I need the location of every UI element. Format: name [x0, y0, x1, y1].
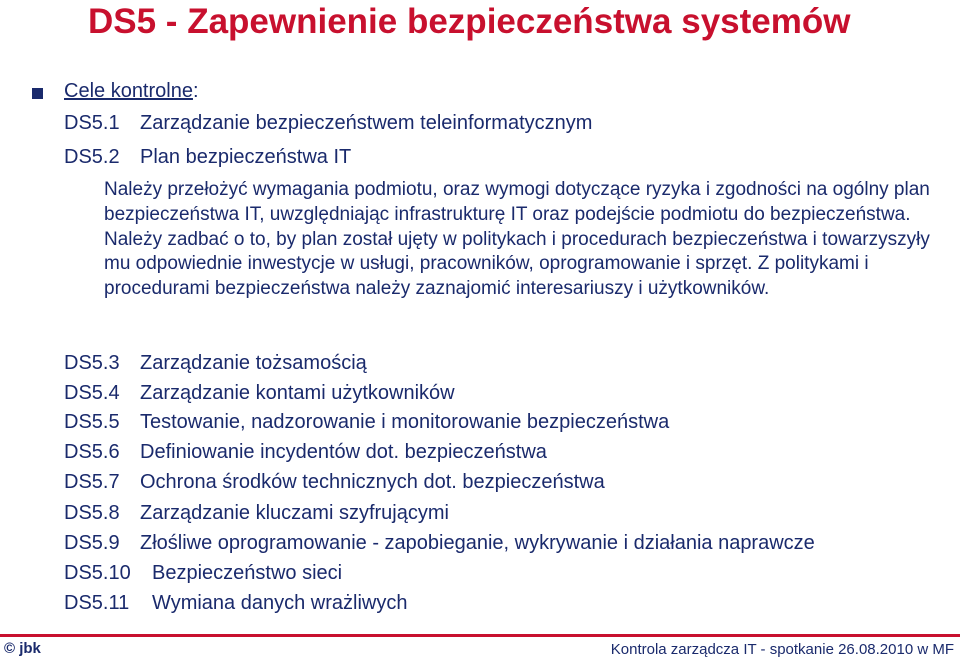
- item-text: Plan bezpieczeństwa IT: [140, 146, 352, 168]
- footer-event: Kontrola zarządcza IT - spotkanie 26.08.2010 w MF: [610, 641, 954, 658]
- square-bullet-icon: [32, 88, 43, 99]
- item-code: DS5.3: [64, 352, 120, 374]
- item-code: DS5.2: [64, 146, 120, 168]
- item-ds5-8: [64, 502, 449, 525]
- item-text: Testowanie, nadzorowanie i monitorowanie bezpieczeństwa: [140, 411, 670, 433]
- item-ds5-7: [64, 471, 605, 494]
- item-ds5-5: [64, 411, 669, 434]
- item-text: Zarządzanie kontami użytkowników: [140, 382, 455, 404]
- item-ds5-10: [64, 562, 342, 585]
- item-code: DS5.5: [64, 411, 120, 433]
- item-ds5-9: [64, 532, 815, 555]
- bullet-suffix: :: [192, 80, 199, 102]
- item-code: DS5.10: [64, 562, 131, 584]
- control-objectives-link[interactable]: Cele kontrolne: [64, 80, 193, 102]
- item-code: DS5.6: [64, 441, 120, 463]
- item-code: DS5.1: [64, 112, 120, 134]
- item-text: Ochrona środków technicznych dot. bezpieczeństwa: [140, 471, 605, 493]
- item-ds5-11: [64, 592, 407, 615]
- bullet-text: [64, 80, 199, 103]
- footer-copyright: © jbk: [4, 640, 41, 657]
- plan-description: Należy przełożyć wymagania podmiotu, oraz wymogi dotyczące ryzyka i zgodności na ogólny plan bezpieczeństwa IT, uwzględniając infrastrukturę IT oraz podejście podmiotu do bezpieczeństwa. Należy zadbać o to, by plan został ujęty w politykach i procedurach bezpieczeństwa i towarzyszyły mu odpowiednie inwestycje w usługi, pracowników, oprogramowanie i sprzęt. Z politykami i procedurami bezpieczeństwa należy zaznajomić interesariuszy i użytkowników.: [104, 179, 930, 300]
- footer-rule: [0, 634, 960, 637]
- item-text: Zarządzanie kluczami szyfrującymi: [140, 502, 449, 524]
- item-text: Wymiana danych wrażliwych: [152, 592, 408, 614]
- item-text: Zarządzanie bezpieczeństwem teleinformatycznym: [140, 112, 593, 134]
- item-text: Bezpieczeństwo sieci: [152, 562, 343, 584]
- item-ds5-6: [64, 441, 547, 464]
- item-code: DS5.8: [64, 502, 120, 524]
- item-code: DS5.4: [64, 382, 120, 404]
- item-ds5-2: [64, 146, 351, 169]
- item-code: DS5.11: [64, 592, 130, 614]
- item-text: Złośliwe oprogramowanie - zapobieganie, wykrywanie i działania naprawcze: [140, 532, 815, 554]
- item-ds5-1: [64, 112, 592, 135]
- slide-title: DS5 - Zapewnienie bezpieczeństwa systemów: [88, 2, 851, 41]
- item-ds5-4: [64, 382, 455, 405]
- item-code: DS5.7: [64, 471, 120, 493]
- item-ds5-3: [64, 352, 367, 375]
- item-code: DS5.9: [64, 532, 120, 554]
- item-text: Zarządzanie tożsamością: [140, 352, 367, 374]
- item-text: Definiowanie incydentów dot. bezpieczeństwa: [140, 441, 547, 463]
